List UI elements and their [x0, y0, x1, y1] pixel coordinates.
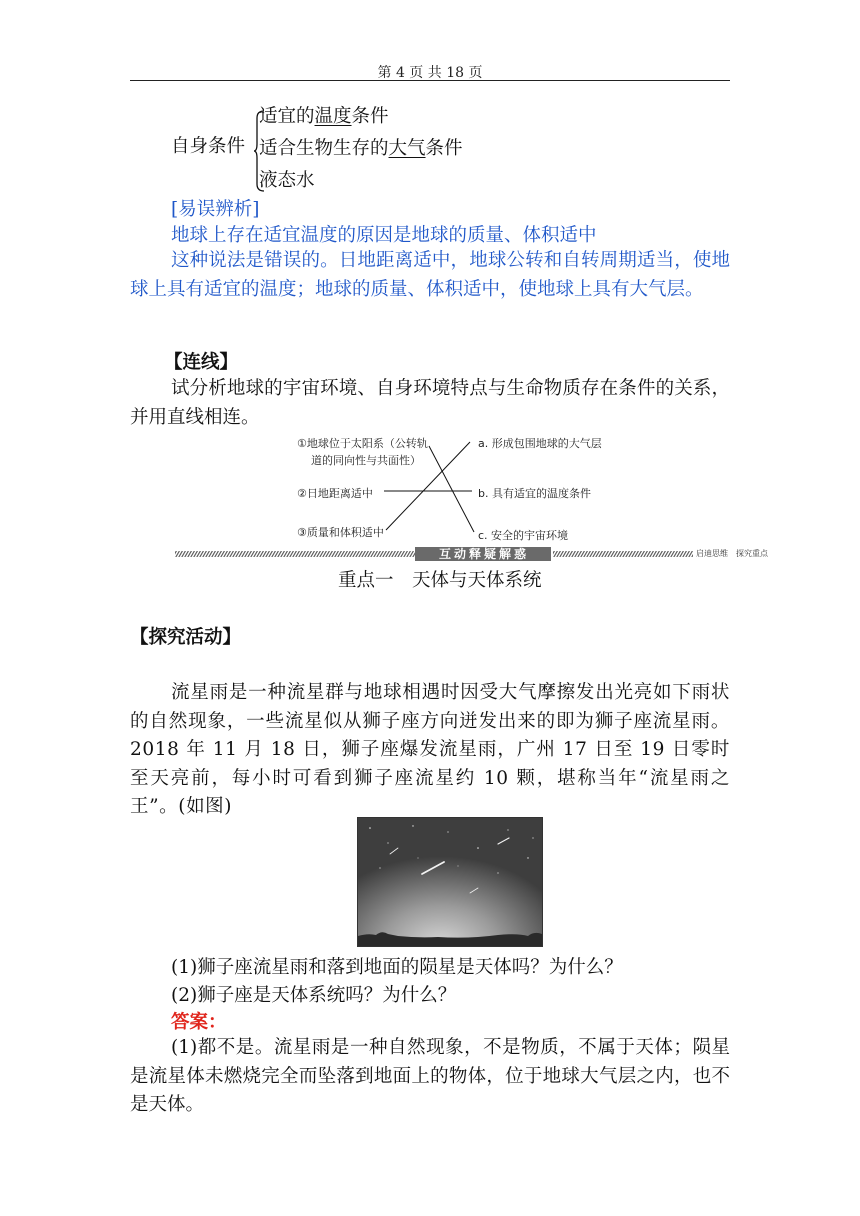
- banner-subtitle: 启迪思维 探究重点: [696, 549, 768, 558]
- activity-paragraph: 流星雨是一种流星群与地球相遇时因受大气摩擦发出光亮如下雨状的自然现象，一些流星似从狮子座方向迸发出来的即为狮子座流星雨。2018 年 11 月 18 日，狮子座爆发流星雨，广州 17 日至 19 日零时至天亮前，每小时可看到狮子座流星约 10 颗，堪称当年“流星雨之王”。(如图): [130, 682, 730, 817]
- mistake-explanation: 这种说法是错误的。日地距离适中，地球公转和自转周期适当，使地球上具有适宜的温度；地球的质量、体积适中，使地球上具有大气层。: [130, 250, 730, 300]
- match-lines: [0, 0, 860, 600]
- question-1: (1)狮子座流星雨和落到地面的陨星是天体吗？为什么？: [171, 957, 623, 978]
- conditions-label: 自身条件: [171, 136, 246, 157]
- mistake-statement: 地球上存在适宜温度的原因是地球的质量、体积适中: [171, 225, 597, 246]
- condition-item-atmosphere: 适合生物生存的大气条件: [259, 138, 463, 159]
- match-left-1a: ①地球位于太阳系（公转轨: [297, 437, 428, 450]
- answer-1: (1)都不是。流星雨是一种自然现象，不是物质，不属于天体；陨星是流星体未燃烧完全而坠落到地面上的物体，位于地球大气层之内，也不是天体。: [130, 1037, 730, 1115]
- match-left-2: ②日地距离适中: [297, 487, 373, 500]
- answer-label: 答案：: [171, 1012, 227, 1033]
- mistake-heading: [易误辨析]: [171, 199, 260, 220]
- match-left-3: ③质量和体积适中: [297, 526, 384, 539]
- match-right-b: b. 具有适宜的温度条件: [478, 487, 591, 500]
- page-header: 第 4 页 共 18 页: [377, 65, 483, 81]
- match-right-a: a. 形成包围地球的大气层: [478, 437, 602, 450]
- banner-title: 互动释疑解惑: [438, 547, 529, 561]
- match-right-c: c. 安全的宇宙环境: [478, 529, 569, 542]
- condition-item-water: 液态水: [259, 170, 315, 191]
- section-title: 重点一 天体与天体系统: [338, 570, 542, 591]
- connect-instruction: 试分析地球的宇宙环境、自身环境特点与生命物质存在条件的关系，并用直线相连。: [130, 378, 730, 428]
- match-left-1b: 道的同向性与共面性）: [311, 454, 421, 467]
- condition-item-temperature: 适宜的温度条件: [259, 106, 389, 127]
- connect-heading: 【连线】: [164, 352, 239, 373]
- meteor-shower-photo: [357, 817, 543, 947]
- activity-heading: 【探究活动】: [130, 627, 242, 648]
- question-2: (2)狮子座是天体系统吗？为什么？: [171, 985, 457, 1006]
